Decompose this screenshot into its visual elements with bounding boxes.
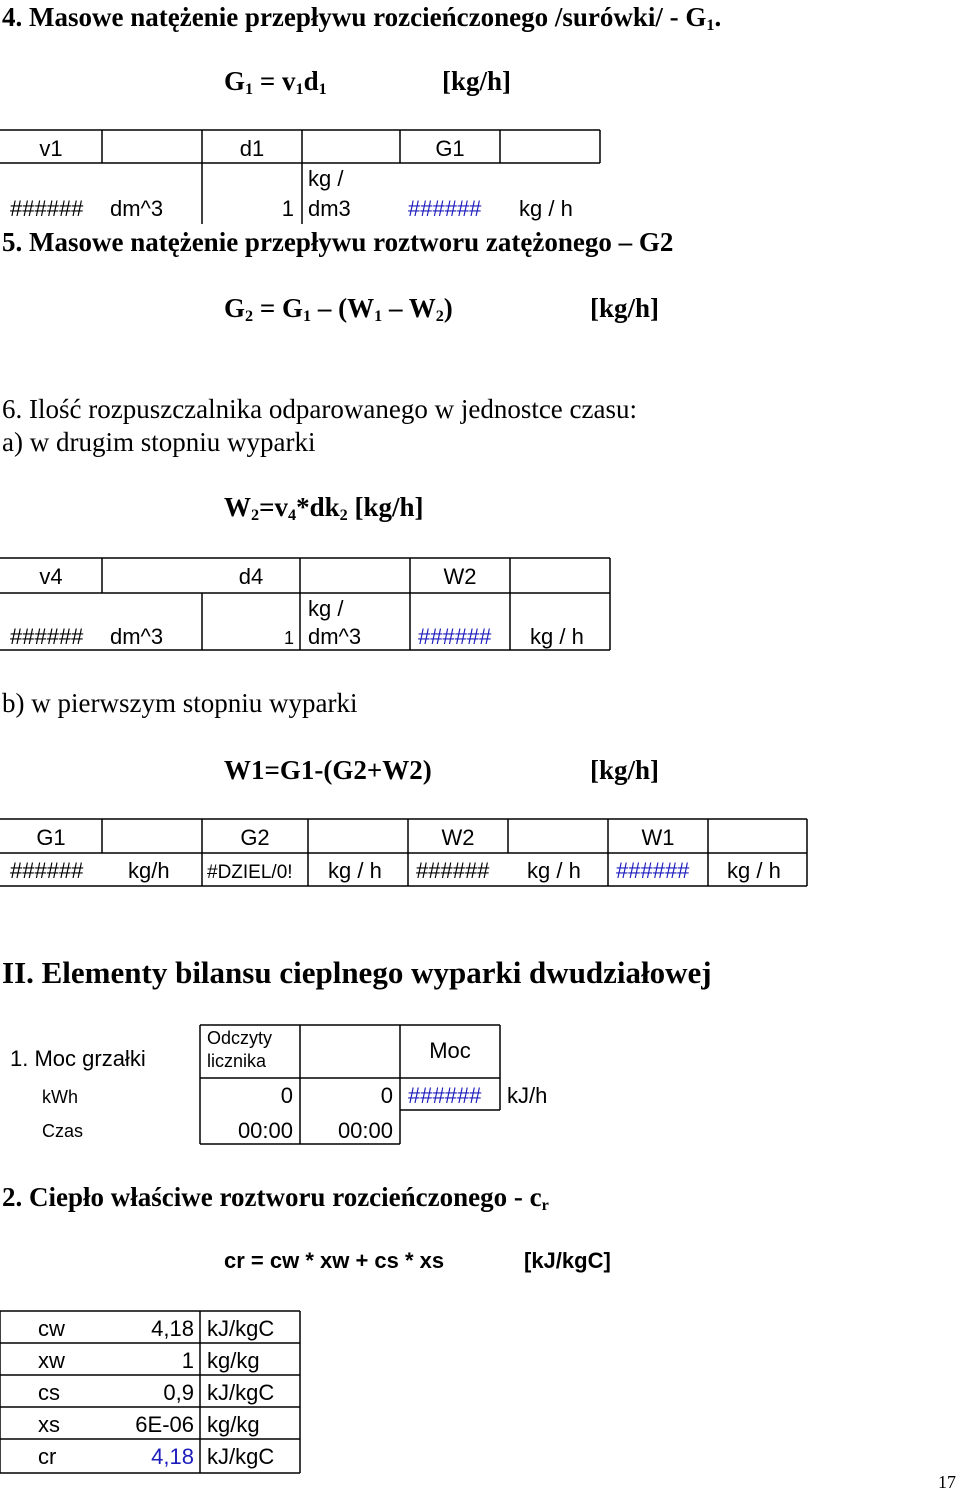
moc-result: ###### [408, 1083, 482, 1108]
cieplo-row-value: 4,18 [151, 1316, 194, 1341]
cieplo-row-unit: kJ/kgC [207, 1316, 275, 1341]
cell-v1-unit: dm^3 [110, 196, 164, 221]
formula-part: [kg/h] [347, 492, 424, 522]
table-header-d1: d1 [239, 136, 265, 161]
cell-v4: ###### [10, 624, 84, 649]
section-6-heading: 6. Ilość rozpuszczalnika odparowanego w jednostce czasu: [2, 394, 638, 424]
cell-g1: ###### [10, 858, 84, 883]
table-header-g1: G1 [36, 825, 66, 850]
odczyty-header-line1: Odczyty [207, 1028, 273, 1048]
cell-w1-result: ###### [616, 858, 690, 883]
formula-sub: 1 [303, 307, 312, 326]
formula-part: *dk [296, 492, 340, 522]
part-2-heading: II. Elementy bilansu cieplnego wyparki dwudziałowej [2, 955, 712, 990]
cell-d1-unit-line2: dm3 [308, 196, 351, 221]
formula-sub: 2 [339, 506, 348, 525]
cieplo-row-name: xs [38, 1412, 60, 1437]
table-header-w1: W1 [641, 825, 675, 850]
w1-formula-unit: [kg/h] [590, 755, 660, 785]
formula-part: ) [443, 293, 453, 323]
czas-label: Czas [42, 1121, 84, 1141]
cell-v4-unit: dm^3 [110, 624, 164, 649]
cell-w1-unit: kg / h [727, 858, 781, 883]
section-4-heading-sub: 1 [706, 16, 715, 35]
w1-formula: W1=G1-(G2+W2) [224, 755, 432, 785]
formula-sub: 2 [251, 506, 260, 525]
cell-v1: ###### [10, 196, 84, 221]
cell-d4: 1 [283, 628, 294, 648]
cell-w2-unit: kg / h [527, 858, 581, 883]
table-header-d4: d4 [238, 564, 264, 589]
section-4-heading-text: 4. Masowe natężenie przepływu rozcieńczonego /surówki/ - G [2, 2, 707, 32]
g1-formula-unit: [kg/h] [442, 66, 512, 96]
formula-part: W [224, 492, 251, 522]
cieplo-heading [2, 1182, 549, 1213]
cell-d4-unit-line1: kg / [308, 596, 344, 621]
cieplo-row-value: 4,18 [151, 1444, 194, 1469]
cieplo-row-unit: kg/kg [207, 1348, 260, 1373]
formula-sub: 2 [435, 307, 444, 326]
moc-grzalki-label: 1. Moc grzałki [10, 1046, 146, 1071]
cieplo-row-value: 1 [181, 1348, 194, 1373]
cell-g1-unit: kg / h [519, 196, 573, 221]
g2-formula [224, 293, 453, 324]
formula-sub: 1 [318, 80, 327, 99]
formula-sub: 1 [374, 307, 383, 326]
section-5-heading: 5. Masowe natężenie przepływu roztworu zatężonego – G2 [2, 227, 674, 257]
cell-g1-result: ###### [408, 196, 482, 221]
formula-sub: 2 [245, 307, 254, 326]
cell-w2: ###### [416, 858, 490, 883]
formula-sub: 1 [245, 80, 254, 99]
formula-part: – W [382, 293, 436, 323]
formula-part: d [303, 66, 319, 96]
cell-w2-unit: kg / h [530, 624, 584, 649]
cell-w2-result: ###### [418, 624, 492, 649]
formula-part: G [224, 66, 246, 96]
odczyty-header-line2: licznika [207, 1051, 267, 1071]
section-6-sub-b: b) w pierwszym stopniu wyparki [2, 688, 358, 718]
table-header-g2: G2 [240, 825, 270, 850]
formula-sub: 1 [295, 80, 304, 99]
w2-formula [224, 492, 424, 523]
formula-part: – (W [311, 293, 375, 323]
cieplo-heading-text: 2. Ciepło właściwe roztworu rozcieńczonego - c [2, 1182, 542, 1212]
cell-d1-unit-line1: kg / [308, 166, 344, 191]
cell-g2-unit: kg / h [328, 858, 382, 883]
czas-reading-2: 00:00 [337, 1118, 393, 1143]
table-header-w2: W2 [443, 564, 477, 589]
table-header-v4: v4 [39, 564, 63, 589]
cieplo-row-name: cw [38, 1316, 65, 1341]
formula-part: = v [253, 66, 296, 96]
formula-part: =v [259, 492, 288, 522]
page-number: 17 [938, 1472, 956, 1492]
g2-formula-unit: [kg/h] [590, 293, 660, 323]
cieplo-row-value: 0,9 [163, 1380, 194, 1405]
table-header-g1: G1 [435, 136, 465, 161]
cieplo-row-value: 6E-06 [135, 1412, 194, 1437]
cieplo-row-unit: kJ/kgC [207, 1380, 275, 1405]
cell-g1-unit: kg/h [128, 858, 170, 883]
table-header-v1: v1 [39, 136, 63, 161]
cell-d4-unit-line2: dm^3 [308, 624, 362, 649]
cieplo-row-unit: kg/kg [207, 1412, 260, 1437]
moc-header: Moc [429, 1038, 471, 1063]
cieplo-row-name: xw [38, 1348, 65, 1373]
cieplo-row-name: cs [38, 1380, 60, 1405]
cieplo-row-unit: kJ/kgC [207, 1444, 275, 1469]
czas-reading-1: 00:00 [237, 1118, 293, 1143]
kwh-label: kWh [42, 1087, 78, 1107]
moc-unit: kJ/h [507, 1083, 548, 1108]
cieplo-heading-sub: r [541, 1196, 549, 1215]
table-header-w2: W2 [441, 825, 475, 850]
section-6-sub-a: a) w drugim stopniu wyparki [2, 427, 316, 457]
formula-part: = G [253, 293, 303, 323]
kwh-reading-1: 0 [280, 1083, 293, 1108]
formula-sub: 4 [287, 506, 297, 525]
cell-d1: 1 [281, 196, 294, 221]
formula-part: G [224, 293, 246, 323]
cieplo-row-name: cr [38, 1444, 57, 1469]
cr-formula: cr = cw * xw + cs * xs [224, 1248, 445, 1273]
kwh-reading-2: 0 [380, 1083, 393, 1108]
cr-formula-unit: [kJ/kgC] [524, 1248, 611, 1273]
cell-g2: #DZIEL/0! [207, 862, 293, 883]
section-4-heading-end: . [714, 2, 722, 32]
